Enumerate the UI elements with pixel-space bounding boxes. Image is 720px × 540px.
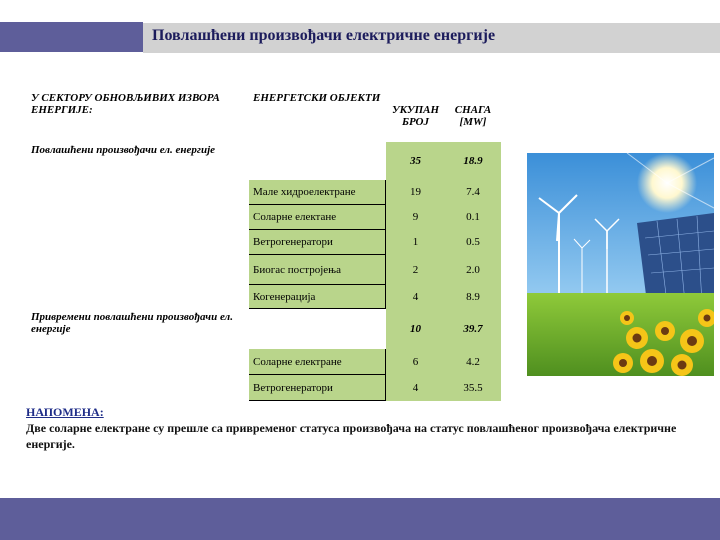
row-count: 1 bbox=[386, 230, 446, 255]
row-name: Ветрогенератори bbox=[249, 375, 386, 401]
group-label-temporary: Привремени повлашћени произвођачи ел. енергије bbox=[31, 311, 233, 335]
footer-bar bbox=[0, 498, 720, 540]
group-power-preferred: 18.9 bbox=[446, 142, 501, 180]
note-text: Две соларне електране су прешле са привременог статуса произвођача на статус повлашћеног произвођача електричне енергије. bbox=[26, 421, 677, 451]
table-header-row bbox=[27, 90, 501, 142]
row-count: 6 bbox=[386, 349, 446, 375]
note-heading: НАПОМЕНА: bbox=[26, 405, 104, 419]
group-total-preferred: 35 bbox=[386, 142, 446, 180]
table-row bbox=[27, 180, 501, 205]
page-title: Повлашћени произвођачи електричне енергије bbox=[152, 27, 496, 44]
table-row bbox=[27, 285, 501, 309]
row-count: 4 bbox=[386, 375, 446, 401]
statistics-table bbox=[26, 89, 501, 401]
statistics-table-wrapper bbox=[26, 89, 501, 401]
row-power: 35.5 bbox=[446, 375, 501, 401]
row-count: 9 bbox=[386, 205, 446, 230]
header-objects: ЕНЕРГЕТСКИ ОБЈЕКТИ bbox=[253, 92, 381, 104]
table-row bbox=[27, 375, 501, 401]
group-label-preferred: Повлашћени произвођачи ел. енергије bbox=[31, 144, 216, 156]
row-power: 8.9 bbox=[446, 285, 501, 309]
row-power: 2.0 bbox=[446, 255, 501, 285]
row-name: Мале хидроелектране bbox=[249, 180, 386, 205]
header-bar bbox=[0, 22, 720, 52]
solar-panels bbox=[637, 213, 714, 303]
row-power: 0.1 bbox=[446, 205, 501, 230]
row-name: Соларне електране bbox=[249, 349, 386, 375]
group-power-temporary: 39.7 bbox=[446, 309, 501, 349]
group-empty-cell bbox=[249, 309, 386, 349]
row-power: 0.5 bbox=[446, 230, 501, 255]
row-power: 7.4 bbox=[446, 180, 501, 205]
row-name: Ветрогенератори bbox=[249, 230, 386, 255]
header-sector: У СЕКТОРУ ОБНОВЉИВИХ ИЗВОРА ЕНЕРГИЈЕ: bbox=[31, 92, 220, 116]
row-count: 4 bbox=[386, 285, 446, 309]
group-row-preferred bbox=[27, 142, 501, 180]
row-count: 19 bbox=[386, 180, 446, 205]
note-block bbox=[26, 405, 706, 452]
group-empty-cell bbox=[249, 142, 386, 180]
row-name: Биогас постројења bbox=[249, 255, 386, 285]
table-row bbox=[27, 349, 501, 375]
header-total: УКУПАН БРОЈ bbox=[391, 103, 440, 128]
group-total-temporary: 10 bbox=[386, 309, 446, 349]
header-power: СНАГА [MW] bbox=[454, 103, 492, 128]
table-row bbox=[27, 230, 501, 255]
row-count: 2 bbox=[386, 255, 446, 285]
row-name: Соларне електане bbox=[249, 205, 386, 230]
header-accent bbox=[0, 22, 143, 52]
renewable-energy-image bbox=[527, 153, 714, 376]
table-row bbox=[27, 205, 501, 230]
row-power: 4.2 bbox=[446, 349, 501, 375]
group-row-temporary bbox=[27, 309, 501, 349]
row-name: Когенерација bbox=[249, 285, 386, 309]
table-row bbox=[27, 255, 501, 285]
